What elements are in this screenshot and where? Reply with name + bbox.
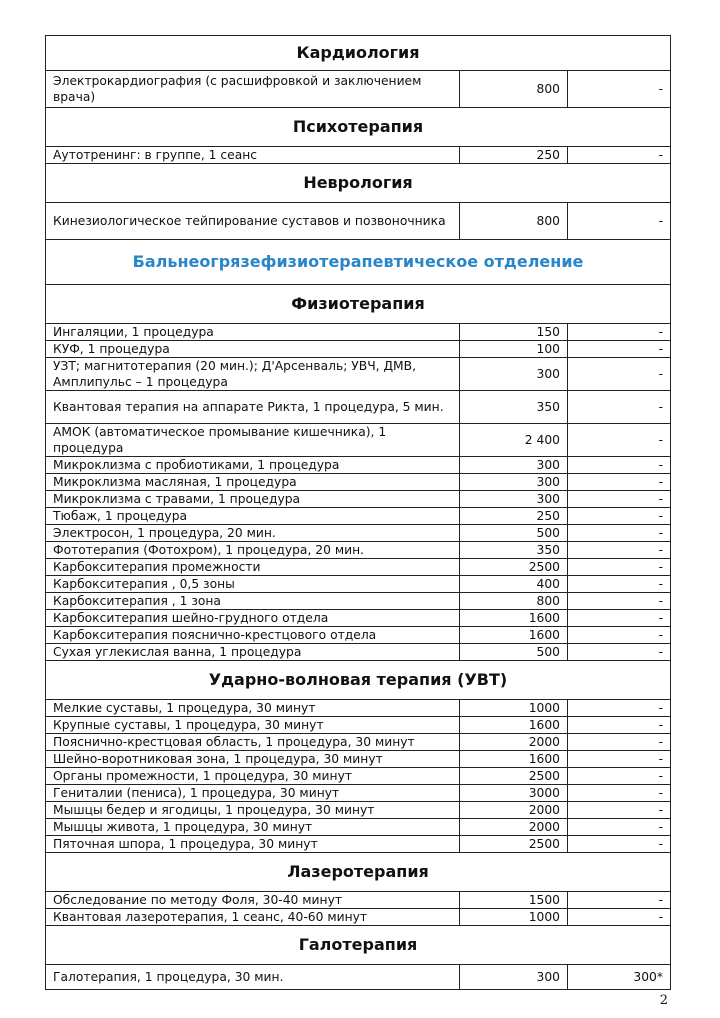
price-cell: 300 xyxy=(460,491,568,508)
service-name-cell: Мышцы живота, 1 процедура, 30 минут xyxy=(46,819,460,836)
price-alt-cell: - xyxy=(568,610,671,627)
price-alt-cell: - xyxy=(568,474,671,491)
price-cell: 300 xyxy=(460,474,568,491)
price-alt-cell: - xyxy=(568,525,671,542)
section-title: Психотерапия xyxy=(46,108,671,147)
service-name-cell: Органы промежности, 1 процедура, 30 минут xyxy=(46,768,460,785)
table-row xyxy=(46,457,671,474)
table-row xyxy=(46,802,671,819)
table-row xyxy=(46,474,671,491)
section-title: Неврология xyxy=(46,164,671,203)
service-name-cell: Обследование по методу Фоля, 30-40 минут xyxy=(46,892,460,909)
price-cell: 500 xyxy=(460,525,568,542)
table-row xyxy=(46,836,671,853)
table-row xyxy=(46,147,671,164)
service-name-cell: Микроклизма с травами, 1 процедура xyxy=(46,491,460,508)
price-cell: 350 xyxy=(460,542,568,559)
price-alt-cell: - xyxy=(568,391,671,424)
price-alt-cell: - xyxy=(568,147,671,164)
price-cell: 500 xyxy=(460,644,568,661)
table-row xyxy=(46,892,671,909)
price-alt-cell: - xyxy=(568,768,671,785)
table-row xyxy=(46,71,671,108)
table-row xyxy=(46,576,671,593)
table-row xyxy=(46,525,671,542)
table-row xyxy=(46,785,671,802)
service-name-cell: УЗТ; магнитотерапия (20 мин.); Д'Арсенваль; УВЧ, ДМВ, Амплипульс – 1 процедура xyxy=(46,358,460,391)
price-cell: 250 xyxy=(460,147,568,164)
price-cell: 100 xyxy=(460,341,568,358)
price-alt-cell: - xyxy=(568,892,671,909)
price-cell: 1600 xyxy=(460,751,568,768)
service-name-cell: Квантовая терапия на аппарате Рикта, 1 процедура, 5 мин. xyxy=(46,391,460,424)
table-row xyxy=(46,751,671,768)
service-name-cell: Электросон, 1 процедура, 20 мин. xyxy=(46,525,460,542)
price-alt-cell: - xyxy=(568,576,671,593)
price-cell: 250 xyxy=(460,508,568,525)
service-name-cell: Микроклизма масляная, 1 процедура xyxy=(46,474,460,491)
price-alt-cell: - xyxy=(568,644,671,661)
table-row xyxy=(46,542,671,559)
section-header-row xyxy=(46,285,671,324)
service-name-cell: Тюбаж, 1 процедура xyxy=(46,508,460,525)
table-row xyxy=(46,324,671,341)
table-row xyxy=(46,341,671,358)
price-alt-cell: - xyxy=(568,802,671,819)
price-alt-cell: - xyxy=(568,542,671,559)
table-row xyxy=(46,424,671,457)
service-name-cell: Карбокситерапия промежности xyxy=(46,559,460,576)
department-title: Бальнеогрязефизиотерапевтическое отделение xyxy=(46,240,671,285)
price-cell: 1600 xyxy=(460,717,568,734)
price-alt-cell: - xyxy=(568,700,671,717)
service-name-cell: Ингаляции, 1 процедура xyxy=(46,324,460,341)
price-cell: 2000 xyxy=(460,819,568,836)
price-cell: 2500 xyxy=(460,559,568,576)
price-cell: 2500 xyxy=(460,836,568,853)
table-row xyxy=(46,627,671,644)
table-row xyxy=(46,717,671,734)
price-cell: 1600 xyxy=(460,610,568,627)
section-title: Ударно-волновая терапия (УВТ) xyxy=(46,661,671,700)
price-cell: 400 xyxy=(460,576,568,593)
price-alt-cell: 300* xyxy=(568,965,671,990)
price-cell: 800 xyxy=(460,71,568,108)
service-name-cell: Пяточная шпора, 1 процедура, 30 минут xyxy=(46,836,460,853)
price-alt-cell: - xyxy=(568,751,671,768)
service-name-cell: КУФ, 1 процедура xyxy=(46,341,460,358)
table-row xyxy=(46,965,671,990)
price-alt-cell: - xyxy=(568,491,671,508)
service-name-cell: Мелкие суставы, 1 процедура, 30 минут xyxy=(46,700,460,717)
price-alt-cell: - xyxy=(568,508,671,525)
price-cell: 1500 xyxy=(460,892,568,909)
table-row xyxy=(46,491,671,508)
price-cell: 2000 xyxy=(460,802,568,819)
service-name-cell: Карбокситерапия шейно-грудного отдела xyxy=(46,610,460,627)
page-number: 2 xyxy=(659,993,668,1008)
section-title: Галотерапия xyxy=(46,926,671,965)
section-header-row xyxy=(46,164,671,203)
service-name-cell: Микроклизма с пробиотиками, 1 процедура xyxy=(46,457,460,474)
price-cell: 3000 xyxy=(460,785,568,802)
section-title: Лазеротерапия xyxy=(46,853,671,892)
price-alt-cell: - xyxy=(568,203,671,240)
service-name-cell: Фототерапия (Фотохром), 1 процедура, 20 мин. xyxy=(46,542,460,559)
section-title: Физиотерапия xyxy=(46,285,671,324)
section-header-row xyxy=(46,661,671,700)
price-cell: 1000 xyxy=(460,909,568,926)
price-alt-cell: - xyxy=(568,819,671,836)
price-cell: 1600 xyxy=(460,627,568,644)
service-name-cell: Мышцы бедер и ягодицы, 1 процедура, 30 минут xyxy=(46,802,460,819)
table-row xyxy=(46,734,671,751)
price-alt-cell: - xyxy=(568,424,671,457)
service-name-cell: АМОК (автоматическое промывание кишечника), 1 процедура xyxy=(46,424,460,457)
section-header-row xyxy=(46,36,671,71)
service-name-cell: Карбокситерапия пояснично-крестцового отдела xyxy=(46,627,460,644)
table-row xyxy=(46,610,671,627)
table-row xyxy=(46,559,671,576)
price-cell: 150 xyxy=(460,324,568,341)
price-alt-cell: - xyxy=(568,341,671,358)
price-alt-cell: - xyxy=(568,71,671,108)
price-cell: 2 400 xyxy=(460,424,568,457)
service-name-cell: Шейно-воротниковая зона, 1 процедура, 30 минут xyxy=(46,751,460,768)
price-alt-cell: - xyxy=(568,358,671,391)
service-name-cell: Карбокситерапия , 1 зона xyxy=(46,593,460,610)
table-row xyxy=(46,358,671,391)
price-alt-cell: - xyxy=(568,559,671,576)
table-row xyxy=(46,593,671,610)
price-cell: 800 xyxy=(460,593,568,610)
price-alt-cell: - xyxy=(568,324,671,341)
section-title: Кардиология xyxy=(46,36,671,71)
table-row xyxy=(46,819,671,836)
service-name-cell: Кинезиологическое тейпирование суставов и позвоночника xyxy=(46,203,460,240)
price-cell: 1000 xyxy=(460,700,568,717)
price-alt-cell: - xyxy=(568,717,671,734)
service-name-cell: Электрокардиография (с расшифровкой и заключением врача) xyxy=(46,71,460,108)
price-cell: 300 xyxy=(460,965,568,990)
price-alt-cell: - xyxy=(568,836,671,853)
price-table xyxy=(45,35,671,990)
price-cell: 2000 xyxy=(460,734,568,751)
table-row xyxy=(46,909,671,926)
price-alt-cell: - xyxy=(568,785,671,802)
department-title-row xyxy=(46,240,671,285)
price-alt-cell: - xyxy=(568,457,671,474)
price-alt-cell: - xyxy=(568,734,671,751)
table-row xyxy=(46,700,671,717)
price-alt-cell: - xyxy=(568,909,671,926)
service-name-cell: Крупные суставы, 1 процедура, 30 минут xyxy=(46,717,460,734)
price-cell: 2500 xyxy=(460,768,568,785)
table-row xyxy=(46,391,671,424)
section-header-row xyxy=(46,926,671,965)
service-name-cell: Пояснично-крестцовая область, 1 процедура, 30 минут xyxy=(46,734,460,751)
service-name-cell: Галотерапия, 1 процедура, 30 мин. xyxy=(46,965,460,990)
price-cell: 800 xyxy=(460,203,568,240)
section-header-row xyxy=(46,853,671,892)
service-name-cell: Сухая углекислая ванна, 1 процедура xyxy=(46,644,460,661)
section-header-row xyxy=(46,108,671,147)
table-row xyxy=(46,768,671,785)
price-cell: 350 xyxy=(460,391,568,424)
service-name-cell: Аутотренинг: в группе, 1 сеанс xyxy=(46,147,460,164)
service-name-cell: Гениталии (пениса), 1 процедура, 30 минут xyxy=(46,785,460,802)
table-row xyxy=(46,203,671,240)
price-cell: 300 xyxy=(460,457,568,474)
service-name-cell: Карбокситерапия , 0,5 зоны xyxy=(46,576,460,593)
service-name-cell: Квантовая лазеротерапия, 1 сеанс, 40-60 минут xyxy=(46,909,460,926)
table-row xyxy=(46,508,671,525)
table-row xyxy=(46,644,671,661)
price-table-body xyxy=(46,36,671,990)
price-alt-cell: - xyxy=(568,627,671,644)
price-cell: 300 xyxy=(460,358,568,391)
price-alt-cell: - xyxy=(568,593,671,610)
